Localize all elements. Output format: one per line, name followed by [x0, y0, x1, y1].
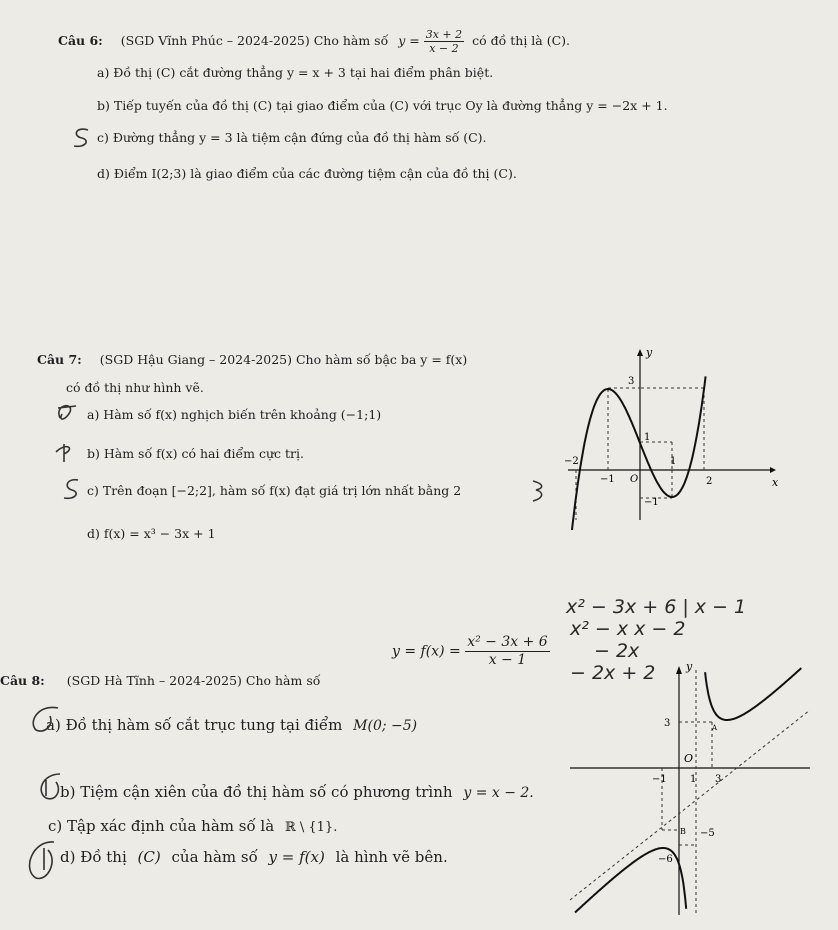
q8-c-text: c) Tập xác định của hàm số là [48, 817, 275, 835]
q8-tick-xm1: −1 [652, 774, 667, 785]
q8-a-point: M(0; −5) [353, 718, 418, 734]
q7-tick-xm2: −2 [564, 456, 579, 467]
q8-a-text: a) Đồ thị hàm số cắt trục tung tại điểm [46, 716, 343, 734]
q7-y-arrow-icon [637, 349, 643, 356]
q6-header [58, 28, 570, 55]
q6-option-b: b) Tiếp tuyến của đồ thị (C) tại giao điểm của (C) với trục Oy là đường thẳng y = −2x + 1. [97, 98, 668, 113]
q8-point-B: B [680, 827, 686, 836]
q8-d-f: y = f(x) [268, 848, 325, 866]
q8-tick-x1: 1 [690, 774, 697, 785]
q7-option-d: d) f(x) = x³ − 3x + 1 [87, 526, 216, 541]
q6-func-lhs: y = [398, 33, 420, 48]
q6-option-c: c) Đường thẳng y = 3 là tiệm cận đứng của đồ thị hàm số (C). [97, 130, 487, 145]
q8-frac-den: x − 1 [488, 652, 527, 668]
q7-x-arrow-icon [770, 467, 776, 473]
q8-b-handwritten-mark [34, 770, 68, 804]
q7-tick-ym1: −1 [644, 497, 659, 508]
q7-y-label: y [646, 346, 653, 359]
q8-point-A: A [712, 724, 718, 732]
q6-label: Câu 6: [58, 33, 103, 48]
q6-c-handwritten-mark [68, 124, 96, 152]
q8-hand-line1: x² − 3x + 6 | x − 1 [566, 596, 747, 618]
q7-option-b: b) Hàm số f(x) có hai điểm cực trị. [87, 446, 304, 461]
q7-curve [571, 376, 705, 530]
q8-option-c [48, 817, 337, 835]
q7-option-a: a) Hàm số f(x) nghịch biến trên khoảng (−1;1) [87, 407, 382, 422]
q8-d-mid: của hàm số [171, 848, 258, 866]
q8-guides [570, 670, 810, 915]
q7-c-handwritten-mark [60, 476, 86, 502]
q8-a-handwritten-mark [28, 702, 64, 736]
q7-tick-y1: 1 [644, 432, 651, 443]
q6-intro: (SGD Vĩnh Phúc – 2024-2025) Cho hàm số [120, 33, 389, 48]
q7-c-bracket-mark [530, 478, 546, 504]
q7-origin: O [630, 474, 639, 485]
q8-b-text: b) Tiệm cận xiên của đồ thị hàm số có phương trình [60, 783, 453, 801]
q6-option-a: a) Đồ thị (C) cắt đường thẳng y = x + 3 tại hai điểm phân biệt. [97, 65, 494, 80]
q8-d-handwritten-mark [22, 836, 62, 886]
q8-d-end: là hình vẽ bên. [335, 848, 448, 866]
q8-option-a [46, 716, 417, 734]
q7-graph [560, 340, 780, 530]
q8-hand-line2: x² − x x − 2 [570, 618, 686, 640]
q8-func-lhs: y = f(x) = [392, 643, 461, 660]
q7-a-handwritten-mark [52, 398, 82, 428]
q6-intro-end: có đồ thị là (C). [472, 33, 571, 48]
q8-function [392, 634, 550, 669]
q8-frac-num: x² − 3x + 6 [467, 634, 548, 650]
q8-y-label: y [686, 660, 693, 673]
q7-b-handwritten-mark [52, 440, 82, 466]
q7-intro2: có đồ thị như hình vẽ. [66, 380, 204, 395]
q8-intro: (SGD Hà Tĩnh – 2024-2025) Cho hàm số [66, 673, 321, 688]
q8-tick-y3: 3 [664, 718, 671, 729]
q8-option-b [60, 783, 534, 801]
q7-tick-x1: 1 [670, 456, 677, 467]
q6-fraction [424, 28, 464, 55]
q6-frac-num: 3x + 2 [425, 28, 463, 41]
q8-d-text: d) Đồ thị [60, 848, 127, 866]
q8-curve-right [705, 668, 801, 720]
q8-y-arrow-icon [676, 666, 682, 674]
q7-intro: (SGD Hậu Giang – 2024-2025) Cho hàm số bậc ba y = f(x) [99, 352, 468, 367]
q8-fraction [465, 634, 549, 669]
q8-tick-ym5: −5 [700, 828, 715, 839]
q7-label: Câu 7: [37, 352, 82, 367]
q8-tick-ym6: −6 [658, 854, 673, 865]
q7-header [37, 352, 467, 367]
q8-graph [560, 650, 820, 920]
q8-label: Câu 8: [0, 673, 45, 688]
q7-tick-x2: 2 [706, 476, 713, 487]
q7-tick-y3: 3 [628, 376, 635, 387]
q8-hand-line3: − 2x [594, 640, 640, 662]
q7-tick-xm1: −1 [600, 474, 615, 485]
q8-d-c: (C) [137, 848, 161, 866]
q8-tick-x3: 3 [715, 774, 722, 785]
q7-option-c: c) Trên đoạn [−2;2], hàm số f(x) đạt giá trị lớn nhất bằng 2 [87, 483, 462, 498]
q7-x-label: x [772, 476, 779, 489]
q8-b-eq: y = x − 2. [463, 785, 534, 801]
q6-frac-den: x − 2 [429, 42, 459, 55]
q8-header [0, 673, 320, 688]
q8-option-d [60, 848, 448, 866]
q8-c-set: ℝ \ {1}. [284, 820, 338, 835]
q8-origin: O [684, 752, 694, 765]
q8-hand-line4: − 2x + 2 [570, 662, 656, 684]
q6-option-d: d) Điểm I(2;3) là giao điểm của các đường tiệm cận của đồ thị (C). [97, 166, 517, 181]
